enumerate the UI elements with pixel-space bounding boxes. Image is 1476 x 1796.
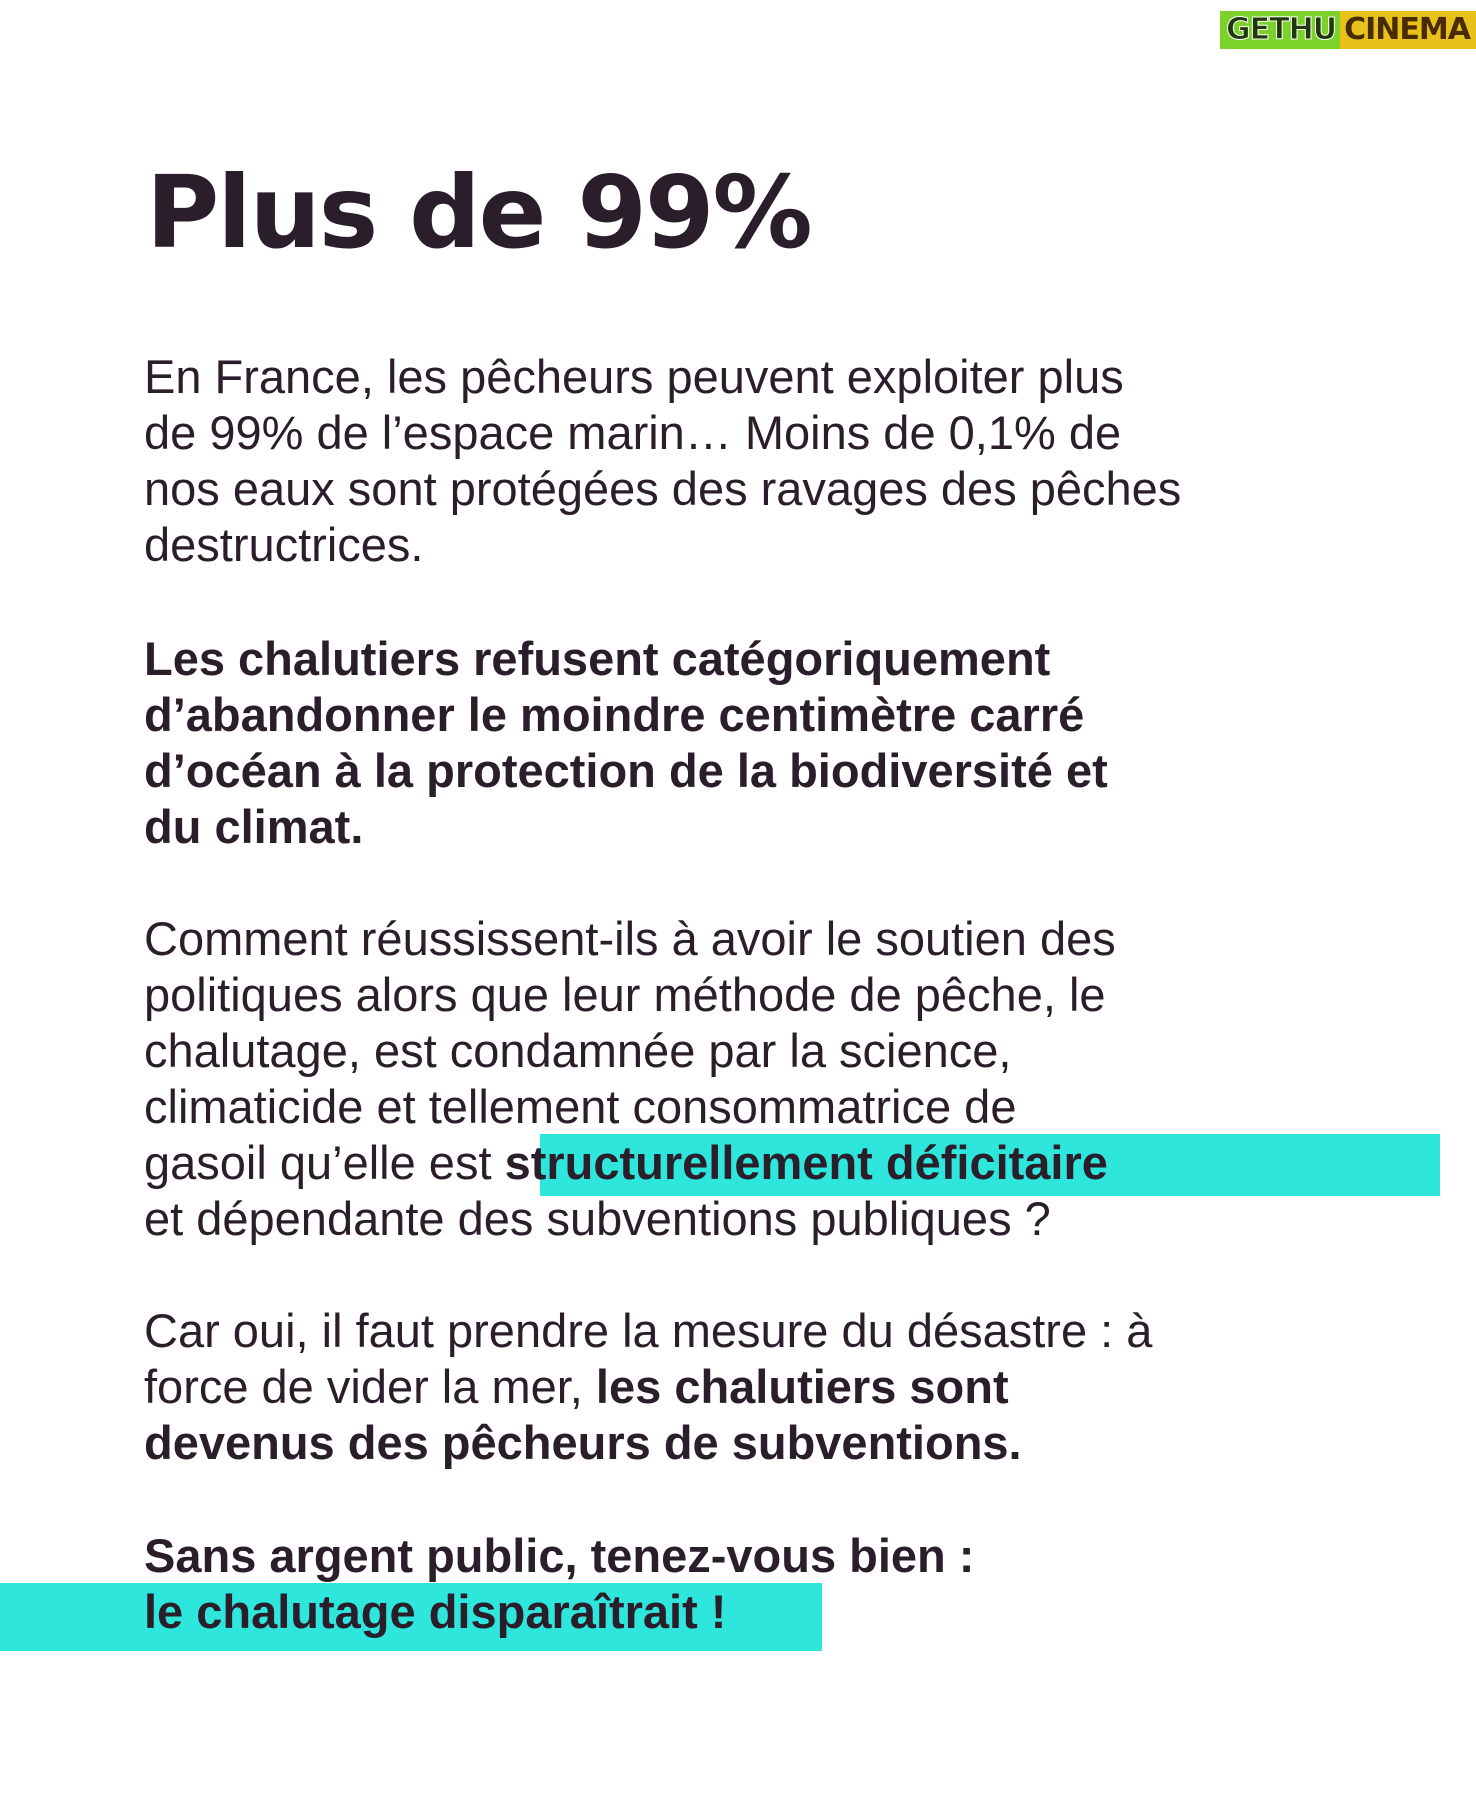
text-line: Comment réussissent-ils à avoir le soutien des <box>144 912 1116 965</box>
paragraph-conclusion <box>144 1528 1344 1640</box>
text-line: et dépendante des subventions publiques ? <box>144 1192 1051 1245</box>
paragraph-chalutiers <box>144 631 1344 855</box>
text-line: chalutage, est condamnée par la science, <box>144 1024 1012 1077</box>
paragraph-desastre <box>144 1303 1344 1471</box>
text-line: Sans argent public, tenez-vous bien : <box>144 1529 975 1582</box>
logo-part-2: CINEMA <box>1340 11 1476 49</box>
text-line: destructrices. <box>144 518 424 571</box>
text-line: devenus des pêcheurs de subventions. <box>144 1416 1022 1469</box>
bold-text: les chalutiers sont <box>595 1360 1009 1413</box>
paragraph-question <box>144 911 1344 1247</box>
text-line: d’océan à la protection de la biodiversité et <box>144 744 1108 797</box>
watermark-logo <box>1220 8 1476 52</box>
text-line: politiques alors que leur méthode de pêche, le <box>144 968 1106 1021</box>
text-line <box>144 1359 1344 1415</box>
highlighted-text: structurellement déficitaire <box>504 1136 1108 1189</box>
text-line: d’abandonner le moindre centimètre carré <box>144 688 1085 741</box>
paragraph-intro <box>144 349 1344 573</box>
text-prefix: force de vider la mer, <box>144 1360 596 1413</box>
text-line: Les chalutiers refusent catégoriquement <box>144 632 1051 685</box>
text-line: nos eaux sont protégées des ravages des pêches <box>144 462 1182 515</box>
logo-part-1: GETHU <box>1220 11 1340 49</box>
text-line: de 99% de l’espace marin… Moins de 0,1% de <box>144 406 1122 459</box>
text-line: Car oui, il faut prendre la mesure du désastre : à <box>144 1304 1153 1357</box>
text-line: climaticide et tellement consommatrice de <box>144 1080 1017 1133</box>
text-prefix: gasoil qu’elle est <box>144 1136 505 1189</box>
page-title: Plus de 99% <box>146 154 811 271</box>
highlighted-text: le chalutage disparaîtrait ! <box>144 1585 727 1638</box>
text-line <box>144 1135 1344 1191</box>
text-line: du climat. <box>144 800 364 853</box>
text-line: En France, les pêcheurs peuvent exploiter plus <box>144 350 1124 403</box>
